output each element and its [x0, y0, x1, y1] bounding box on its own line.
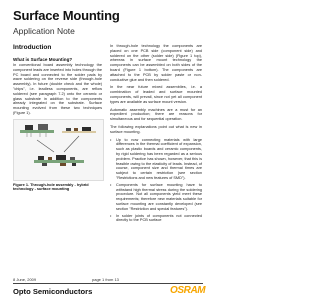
- osram-logo: [168, 285, 206, 296]
- assembly-diagram-graphic: [14, 120, 103, 180]
- subheading-what-is-surface-mounting: What is Surface Mounting?: [13, 57, 73, 62]
- new-features-list: [110, 138, 202, 224]
- bullet-icon: •: [110, 182, 112, 187]
- section-heading-introduction: Introduction: [13, 44, 52, 51]
- paragraph-2: In through-hole technology the components are placed on one PCB side (component side) and soldered on the other (solder side) (Figure 1 top), whereas in surface mount technology the components can be assembled on both sides of the board (Figure 1 bottom). The components are attached to the PCB by solder paste or non-conductive glue and then soldered.: [110, 44, 202, 82]
- bullet-icon: •: [110, 213, 112, 218]
- list-item: • Up to now connecting materials with large differences in the thermal coefficient of expansion, such as plastic boards and ceramic components, by rigid soldering has been regarded as a serious problem. Practice has shown, however, that this is feasible owing to the elasticity of leads. Instead, of course, component size and thermal times are subject to certain restriction (see section "Restrictions and new features of SMD").: [110, 137, 202, 180]
- paragraph-3: In the near future mixed assemblies, i.e. a combination of leaded and surface mounted components, will prevail, since not yet all component types are available as surface mount version.: [110, 85, 202, 104]
- left-column: [13, 44, 102, 192]
- paragraph-4: Automatic assembly machines are a must for an expedient production; there are reasons for simultaneous and for sequential operation.: [110, 107, 202, 122]
- document-title: Surface Mounting: [13, 8, 120, 23]
- footer-brand: Opto Semiconductors: [13, 287, 93, 296]
- footer-date: 8 June, 2009: [13, 277, 37, 282]
- list-item: • Components for surface mounting have to withstand high thermal stress during the soldering procedure. Not all components yield meet these requirements; therefore new materials suitable for surface mounting are constantly developed (see section "Restriction and special features").: [110, 182, 202, 211]
- footer-divider: [13, 283, 203, 284]
- figure-1-caption: Figure 1. Through-hole assembly - hybrid technology - surface mounting: [13, 182, 89, 192]
- osram-logo-text: OSRAM: [170, 285, 206, 296]
- footer-page-number: page 1 from 13: [92, 277, 119, 282]
- bullet-icon: •: [110, 137, 112, 142]
- document-subtitle: Application Note: [13, 26, 75, 36]
- figure-1: [13, 119, 104, 181]
- paragraph-1: In conventional board assembly technology the component leads are inserted into holes through the PC board and connected to the solder pads by wave soldering on the reverse side (through-hole assembly). In future (double check and the whole) "chips", i.e. leadless components, are reflow soldered (see paragraph 7.2) onto the ceramic or glass substrate in addition to the components already integrated on the substrate. Surface mounting evolved from these two techniques (Figure 1).: [13, 63, 102, 115]
- paragraph-5: The following explanations point out what is new in surface mounting.: [110, 124, 202, 134]
- right-column: [110, 44, 202, 225]
- page-footer: [0, 276, 212, 300]
- list-item: • In solder joints of components not connected directly to the PCB surface: [110, 213, 202, 223]
